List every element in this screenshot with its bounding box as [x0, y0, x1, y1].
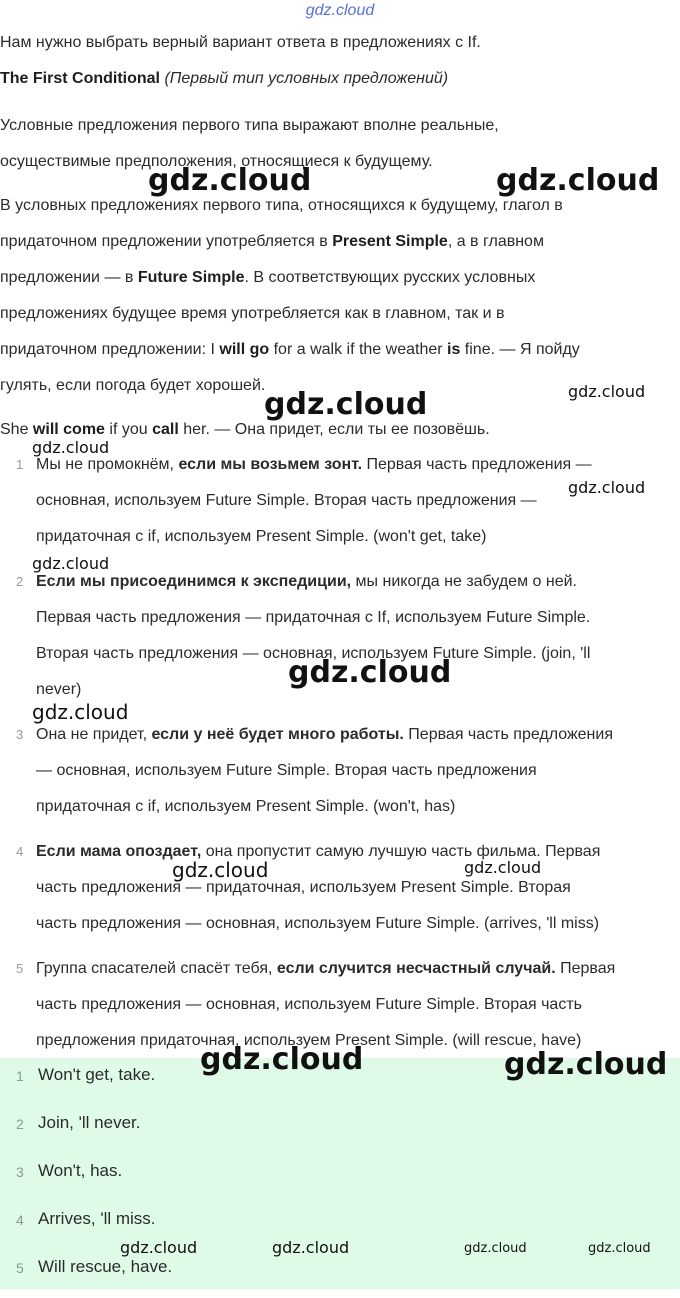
example-sentence: She will come if you call her. — Она придет, если ты ее позовёшь.	[0, 421, 490, 438]
title-bold: The First Conditional	[0, 70, 160, 87]
para2-line2: придаточном предложении употребляется в Present Simple, а в главном	[0, 233, 544, 250]
watermark: gdz.cloud	[464, 858, 542, 877]
answer-number: 1	[16, 1068, 24, 1084]
watermark: gdz.cloud	[200, 1042, 364, 1077]
item-line: основная, используем Future Simple. Вторая часть предложения —	[36, 492, 537, 509]
item-line: Если мы присоединимся к экспедиции, мы никогда не забудем о ней.	[36, 573, 577, 590]
watermark: gdz.cloud	[172, 858, 269, 882]
item-line: Группа спасателей спасёт тебя, если случится несчастный случай. Первая	[36, 960, 616, 977]
item-number: 1	[16, 457, 24, 472]
answer-number: 5	[16, 1260, 24, 1276]
item-line: never)	[36, 681, 82, 698]
section-title	[0, 62, 680, 96]
watermark: gdz.cloud	[568, 478, 646, 497]
answer-number: 3	[16, 1164, 24, 1180]
para2-line3: предложении — в Future Simple. В соответствующих русских условных	[0, 269, 536, 286]
watermark: gdz.cloud	[120, 1238, 198, 1257]
answer-row	[0, 1154, 680, 1202]
answer-text: Won't, has.	[38, 1161, 123, 1180]
watermark: gdz.cloud	[264, 387, 428, 422]
watermark: gdz.cloud	[32, 700, 129, 724]
watermark: gdz.cloud	[568, 382, 646, 401]
watermark: gdz.cloud	[148, 163, 312, 198]
item-line: придаточная с if, используем Present Simple. (won't get, take)	[36, 528, 487, 545]
watermark: gdz.cloud	[588, 1241, 651, 1256]
item-line: Вторая часть предложения — основная, используем Future Simple. (join, 'll	[36, 645, 591, 662]
answer-row	[0, 1250, 680, 1298]
watermark: gdz.cloud	[32, 554, 110, 573]
watermark: gdz.cloud	[288, 655, 452, 690]
answer-row	[0, 1106, 680, 1154]
item-number: 3	[16, 727, 24, 742]
para1-line1: Условные предложения первого типа выражают вполне реальные,	[0, 117, 499, 134]
item-line: предложения придаточная, используем Present Simple. (will rescue, have)	[36, 1032, 582, 1049]
item-line: Если мама опоздает, она пропустит самую лучшую часть фильма. Первая	[36, 843, 601, 860]
item-line: часть предложения — придаточная, используем Present Simple. Вторая	[36, 879, 571, 896]
answer-number: 4	[16, 1212, 24, 1228]
item-line: — основная, используем Future Simple. Вторая часть предложения	[36, 762, 537, 779]
intro-text: Нам нужно выбрать верный вариант ответа в предложениях с If.	[0, 34, 481, 51]
para2-line5: придаточном предложении: I will go for a walk if the weather is fine. — Я пойду	[0, 341, 580, 358]
item-number: 4	[16, 844, 24, 859]
item-line: придаточная с if, используем Present Simple. (won't, has)	[36, 798, 456, 815]
item-line: Она не придет, если у неё будет много работы. Первая часть предложения	[36, 726, 613, 743]
answer-text: Won't get, take.	[38, 1065, 156, 1084]
para2-line6: гулять, если погода будет хорошей.	[0, 377, 266, 394]
title-italic: (Первый тип условных предложений)	[164, 70, 449, 87]
watermark: gdz.cloud	[272, 1238, 350, 1257]
answer-text: Will rescue, have.	[38, 1257, 173, 1276]
para2-line4: предложениях будущее время употребляется как в главном, так и в	[0, 305, 505, 322]
item-line: часть предложения — основная, используем Future Simple. (arrives, 'll miss)	[36, 915, 600, 932]
item-number: 2	[16, 574, 24, 589]
watermark: gdz.cloud	[496, 163, 660, 198]
item-line: Мы не промокнём, если мы возьмем зонт. Первая часть предложения —	[36, 456, 592, 473]
watermark: gdz.cloud	[504, 1047, 668, 1082]
answer-text: Arrives, 'll miss.	[38, 1209, 156, 1228]
para2-line1: В условных предложениях первого типа, относящихся к будущему, глагол в	[0, 197, 563, 214]
answer-number: 2	[16, 1116, 24, 1132]
watermark: gdz.cloud	[32, 438, 110, 457]
answer-text: Join, 'll never.	[38, 1113, 141, 1132]
para1-line2: осуществимые предположения, относящиеся к будущему.	[0, 153, 433, 170]
watermark: gdz.cloud	[464, 1241, 527, 1256]
item-number: 5	[16, 961, 24, 976]
item-line: Первая часть предложения — придаточная с If, используем Future Simple.	[36, 609, 591, 626]
item-line: часть предложения — основная, используем Future Simple. Вторая часть	[36, 996, 582, 1013]
header-watermark: gdz.cloud	[305, 2, 375, 19]
